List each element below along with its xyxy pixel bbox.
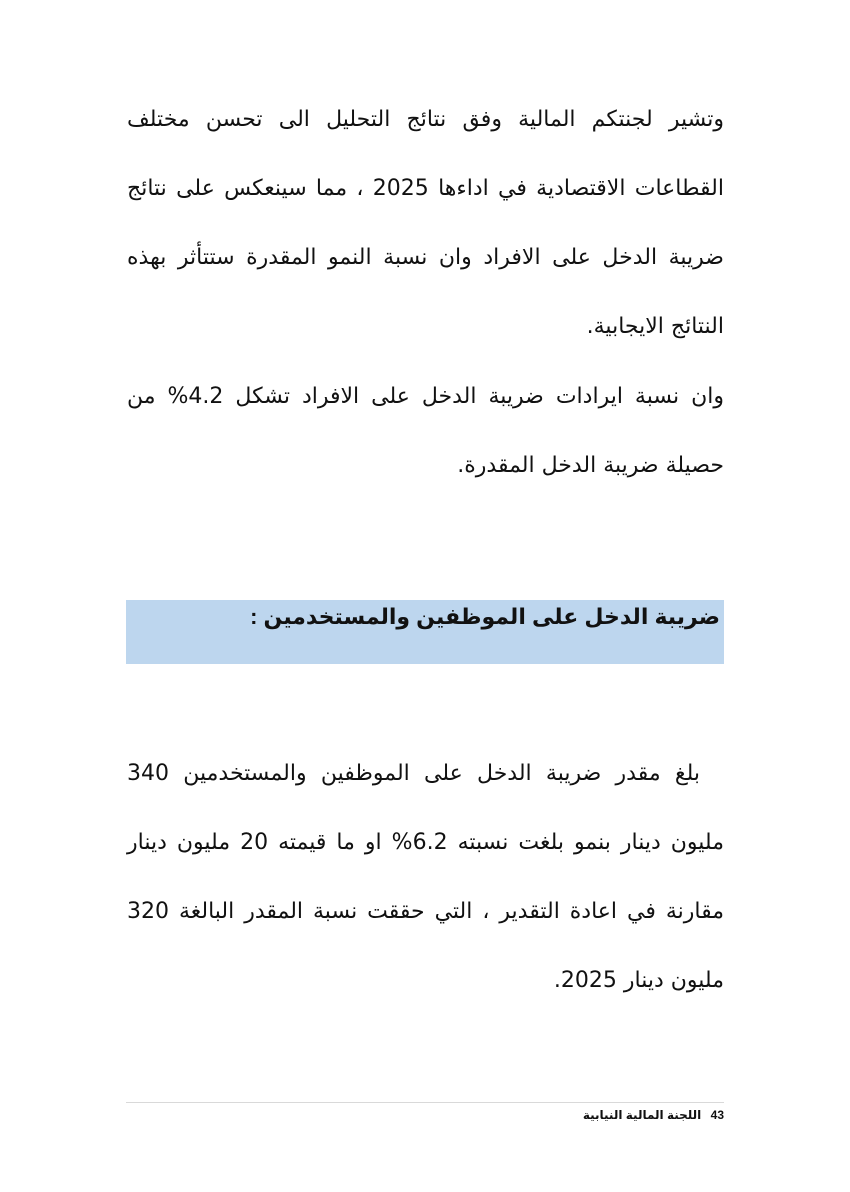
page-number: 43 bbox=[710, 1108, 724, 1122]
page-footer bbox=[583, 1105, 724, 1125]
footer-divider bbox=[126, 1102, 724, 1103]
section-heading: ضريبة الدخل على الموظفين والمستخدمين : bbox=[250, 604, 720, 629]
section-heading-band bbox=[126, 600, 724, 664]
footer-label: اللجنة المالية النيابية bbox=[582, 1108, 702, 1122]
paragraph-sector-performance: وتشير لجنتكم المالية وفق نتائج التحليل الى تحسن مختلف القطاعات الاقتصادية في اداءها 2025 ، مما سينعكس على نتائج ضريبة الدخل على الافراد وان نسبة النمو المقدرة ستتأثر بهذه النتائج الايجابية. bbox=[127, 107, 724, 339]
paragraph-employee-tax-estimate: بلغ مقدر ضريبة الدخل على الموظفين والمستخدمين 340 مليون دينار بنمو بلغت نسبته 6.2% او ما قيمته 20 مليون دينار مقارنة في اعادة التقدير ، التي حققت نسبة المقدر البالغة 320 مليون دينار 2025. bbox=[127, 761, 724, 993]
paragraph-revenue-share: وان نسبة ايرادات ضريبة الدخل على الافراد تشكل 4.2% من حصيلة ضريبة الدخل المقدرة. bbox=[127, 384, 724, 478]
